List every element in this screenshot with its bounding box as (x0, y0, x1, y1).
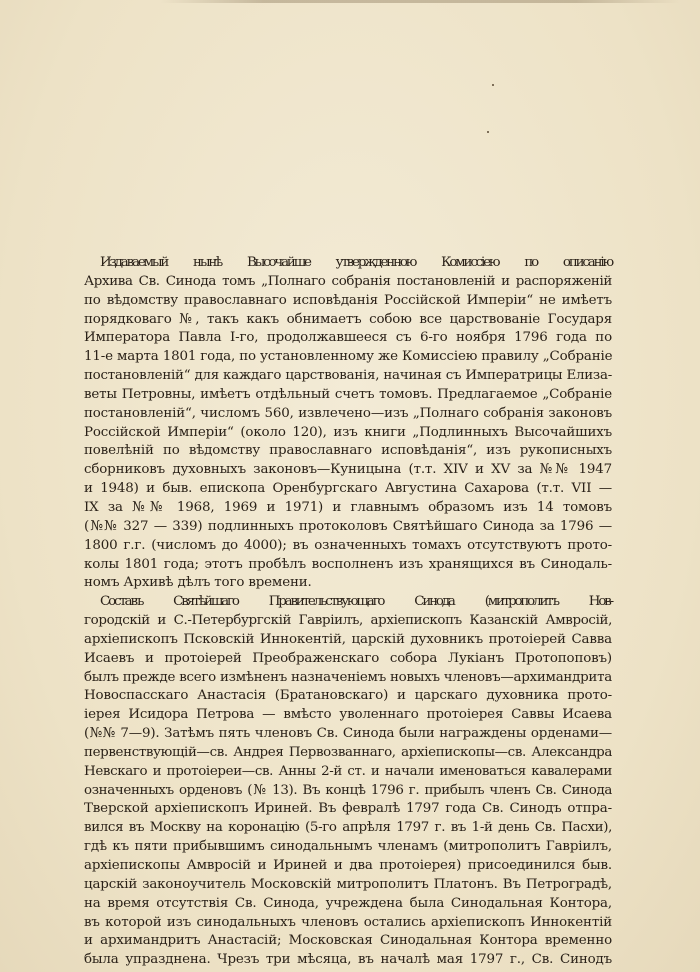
text-line: царскiй законоучитель Московскiй митрополитъ Платонъ. Въ Петроградѣ, (84, 876, 612, 892)
text-line: Исаевъ и протоiерей Преображенскаго собора Лукіанъ Протопоповъ) (84, 650, 612, 666)
text-line: первенствующiй—св. Андрея Первозваннаго, архiепископы—св. Александра (84, 744, 612, 760)
text-line: и 1948) и быв. епископа Оренбургскаго Августина Сахарова (т.т. VII — (84, 481, 612, 497)
page-edge-shadow (160, 0, 680, 3)
text-line: городскiй и С.-Петербургскiй Гавріилъ, архiепископъ Казанскiй Амвросій, (84, 613, 612, 629)
text-line: Императора Павла I-го, продолжавшееся съ 6-го ноября 1796 года по (84, 330, 612, 346)
text-line: по вѣдомству православнаго исповѣданiя Россiйской Имперiи“ не имѣетъ (84, 292, 612, 308)
text-line: (№№ 327 — 339) подлинныхъ протоколовъ Святѣйшаго Синода за 1796 — (84, 518, 612, 534)
text-line: была упразднена. Чрезъ три мѣсяца, въ началѣ мая 1797 г., Св. Синодъ (84, 952, 612, 968)
text-line: 11-е марта 1801 года, по установленному же Комиссiею правилу „Собранiе (84, 349, 613, 365)
text-line: колы 1801 года; этотъ пробѣлъ восполненъ изъ хранящихся въ Синодаль- (84, 556, 612, 572)
paper-speck (487, 131, 489, 133)
text-line: Невскаго и протоiереи—св. Анны 2-й ст. и начали именоваться кавалерами (84, 763, 612, 779)
text-line: Составъ Святѣйшаго Правительствующаго Синода (митрополитъ Нов- (100, 594, 612, 610)
text-line: iерея Исидора Петрова — вмѣсто уволеннаго протоiерея Саввы Исаева (84, 707, 612, 723)
text-line: 1800 г.г. (числомъ до 4000); въ означенныхъ томахъ отсутствуютъ прото- (84, 537, 612, 553)
text-line: Издаваемый нынѣ Высочайше утвержденною Комиссiею по описанiю (100, 255, 612, 270)
text-line: архiепископъ Псковскiй Иннокентій, царскiй духовникъ протоiерей Савва (84, 631, 612, 647)
text-line: Тверской архiепископъ Ириней. Въ февралѣ 1797 года Св. Синодъ отпра- (84, 801, 612, 817)
text-line: порядковаго №, такъ какъ обнимаетъ собою все царствованiе Государя (84, 311, 612, 327)
text-line: IX за №№ 1968, 1969 и 1971) и главнымъ образомъ изъ 14 томовъ (84, 499, 612, 515)
text-line: былъ прежде всего измѣненъ назначенiемъ новыхъ членовъ—архимандрита (84, 669, 612, 685)
text-line: Россiйской Имперiи“ (около 120), изъ книги „Подлинныхъ Высочайшихъ (84, 424, 612, 440)
text-line: номъ Архивѣ дѣлъ того времени. (84, 575, 312, 591)
text-line: Новоспасскаго Анастасія (Братановскаго) и царскаго духовника прото- (84, 688, 612, 704)
text-line: постановленiй“, числомъ 560, извлечено—изъ „Полнаго собранiя законовъ (84, 405, 612, 421)
text-line: и архимандритъ Анастасiй; Московская Синодальная Контора временно (84, 933, 612, 949)
text-line: архiепископы Амвросiй и Ириней и два протоiерея) присоединился быв. (84, 858, 612, 873)
paper-speck (492, 84, 494, 86)
text-line: означенныхъ орденовъ (№ 13). Въ концѣ 1796 г. прибылъ членъ Св. Синода (84, 782, 612, 798)
text-line: Архива Св. Синода томъ „Полнаго собранiя постановленiй и распоряженiй (84, 273, 612, 289)
text-line: повелѣнiй по вѣдомству православнаго исповѣданiя“, изъ рукописныхъ (84, 443, 612, 459)
text-line: сборниковъ духовныхъ законовъ—Куницына (т.т. XIV и XV за №№ 1947 (84, 462, 612, 478)
text-line: вился въ Москву на коронацiю (5-го апрѣля 1797 г. въ 1-й день Св. Пасхи), (84, 820, 612, 836)
text-line: на время отсутствiя Св. Синода, учреждена была Синодальная Контора, (84, 895, 612, 911)
text-line: въ которой изъ синодальныхъ членовъ остались архiепископъ Иннокентiй (84, 914, 612, 930)
text-line: гдѣ къ пяти прибывшимъ синодальнымъ членамъ (митрополитъ Гавріилъ, (84, 839, 612, 855)
text-line: постановленiй“ для каждаго царствованiя, начиная съ Императрицы Елиза- (84, 368, 612, 384)
body-text (84, 254, 612, 970)
text-line: веты Петровны, имѣетъ отдѣльный счетъ томовъ. Предлагаемое „Собранiе (84, 386, 612, 402)
text-line: (№№ 7—9). Затѣмъ пять членовъ Св. Синода были награждены орденами— (84, 726, 612, 742)
